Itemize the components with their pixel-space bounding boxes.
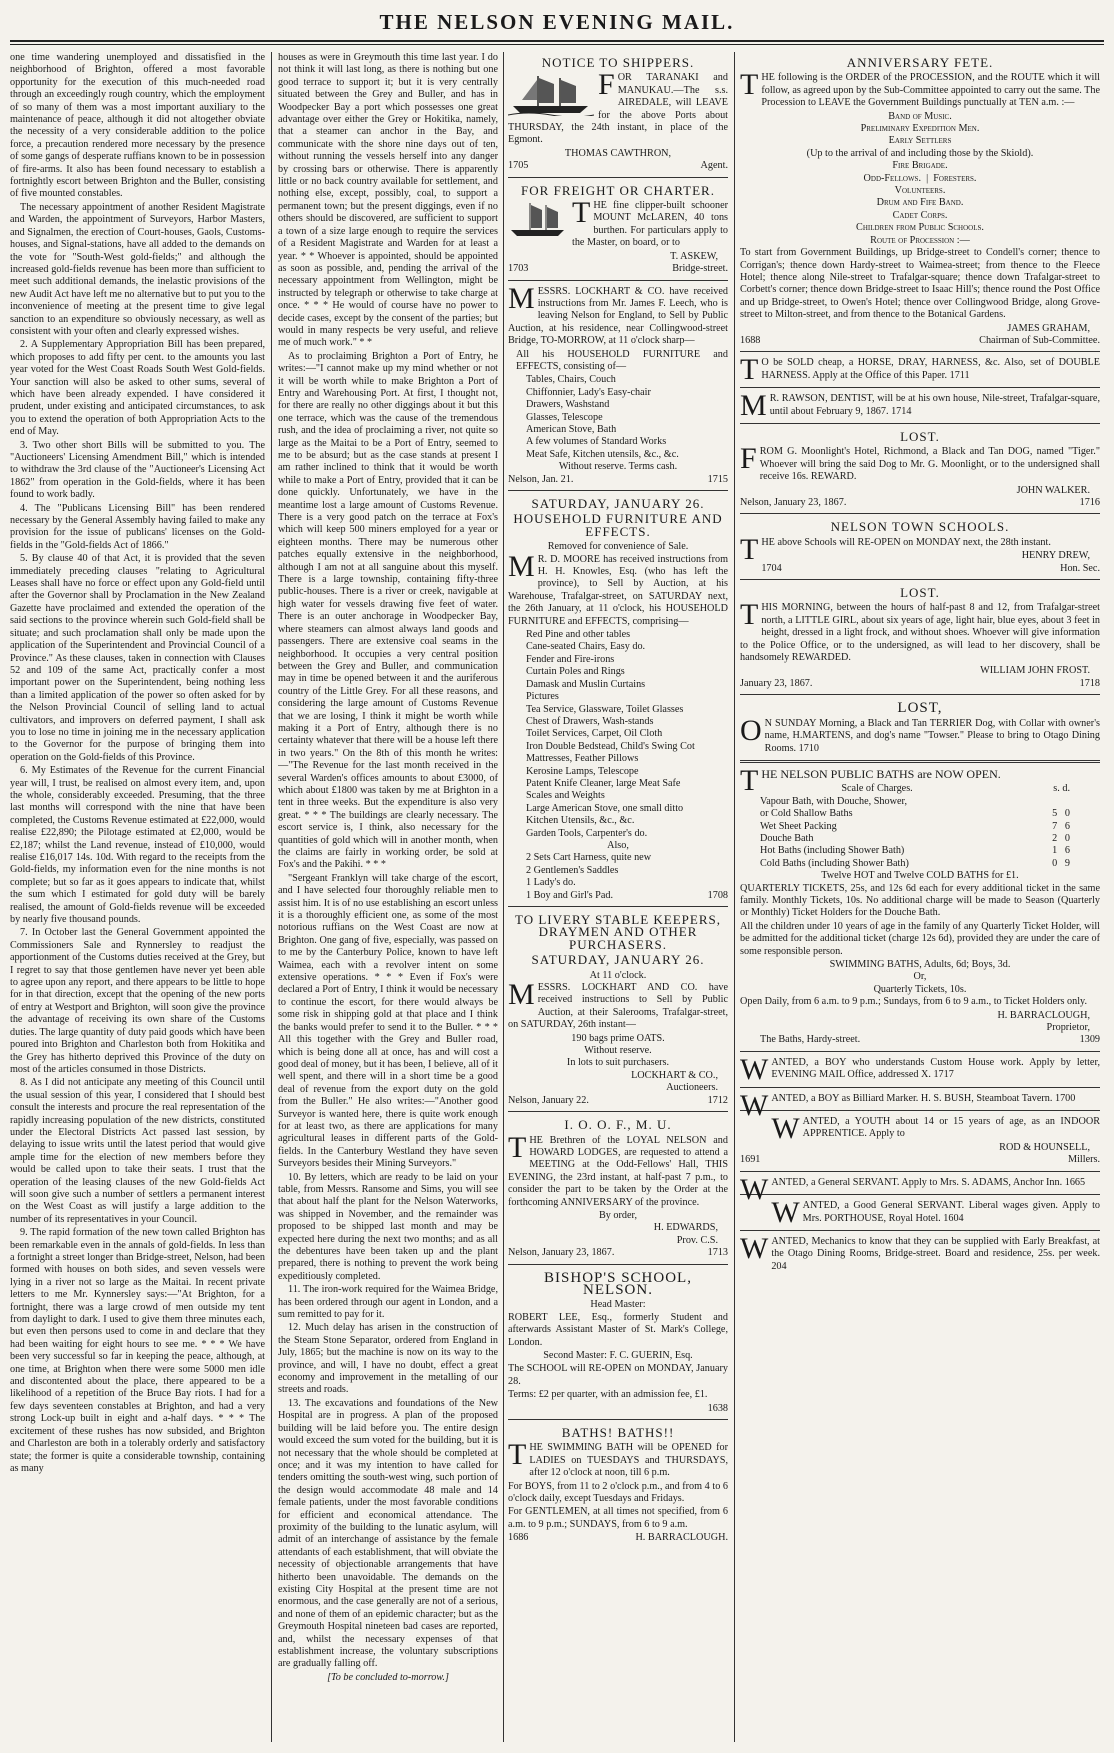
dropcap: T <box>740 353 759 387</box>
ad-number: 1700 <box>1054 1092 1076 1104</box>
procession-item: Drum and Fife Band. <box>876 197 964 209</box>
list-item: 2 Sets Cart Harness, quite new <box>526 852 652 864</box>
ad-body: ANTED, a BOY who understands Custom House work. Apply by letter, EVENING MAIL Office, addressed X. <box>771 1056 1100 1081</box>
masthead: THE NELSON EVENING MAIL. <box>379 10 735 34</box>
dropcap: M <box>508 549 535 583</box>
ad-body: HE following is the ORDER of the PROCESSION, and the ROUTE which it will follow, as agreed upon by the Sub-Committee appointed to carry out the same. The Procession to LEAVE the Government Buildings punctually at TEN a.m. :— <box>761 72 1100 109</box>
dropcap: T <box>572 196 591 230</box>
ad-body: ESSRS. LOCKHART & CO. have received instructions from Mr. James F. Leech, who is leaving Nelson for England, to Sell by Public Auction, at his residence, near Collingwood-street Bridge, TO-MORROW, at 11 o'clock sharp— <box>508 285 728 347</box>
procession-item: Band of Music. <box>888 110 952 122</box>
list-item: Patent Knife Cleaner, large Meat Safe <box>526 777 681 789</box>
ad-date: Nelson, Jan. 21. <box>508 473 574 485</box>
ad-body: R. D. MOORE has received instructions from H. H. Knowles, Esq. (who has left the province), to Sell by Auction, at his Warehouse, Trafalgar-street, on SATURDAY next, the 26th January, at 11 o'clock, his HOUSEHOLD FURNITURE and EFFECTS, comprising— <box>508 553 728 627</box>
list-item: 1 Lady's do. <box>526 877 576 889</box>
ad-body: ROBERT LEE, Esq., formerly Student and afterwards Assistant Master of St. Mark's College, London. <box>508 1311 728 1348</box>
article-paragraph: 7. In October last the General Government appointed the Commissioners Sale and Rynnersley to readjust the apportionment of the Customs duties received at the Grey, but I regret to say that those gentlemen have never yet been able to agree upon any report, and there appears to be little to hope for in that direction, except that the opening of the new ports of entry at Westport and Brighton, will soon give the province the advantage of receiving its own share of the Customs duties. The large quantity of duty paid goods which have been poured into Brighton and Charleston both from Hokitika and the Grey has hitherto deprived this Province of the duty on most of the articles consumed in those Districts. <box>10 927 265 1075</box>
ad-number: 1708 <box>707 889 728 901</box>
ad-lots: In lots to suit purchasers. <box>566 1057 670 1069</box>
dropcap: W <box>740 1088 769 1122</box>
route-heading: Route of Procession :— <box>870 234 970 246</box>
list-item: Red Pine and other tables <box>526 629 631 641</box>
list-item: Kerosine Lamps, Telescope <box>526 765 639 777</box>
dropcap: W <box>740 1052 769 1086</box>
list-item: A few volumes of Standard Works <box>526 436 667 448</box>
ad-role: Bridge-street. <box>672 263 728 275</box>
column-2-article <box>278 52 498 1742</box>
ad-body: ANTED, a YOUTH about 14 or 15 years of age, as an INDOOR APPRENTICE. Apply to <box>802 1116 1100 1140</box>
ad-signature: JAMES GRAHAM, <box>1007 322 1090 334</box>
article-paragraph: "Sergeant Franklyn will take charge of the escort, and I have selected four thoroughly reliable men to assist him. It is of no use establishing an escort unless it is a thoroughly efficient one, as some of the most notorious ruffians on the West Coast are now at Brighton. One gang of five, especially, was passed on to me by the Canterbury Police, known to have left Waimea, each with a revolver intent on some extensive operations. * * * Even if Fox's were declared a Port of Entry, I think it would be necessary to continue the escort, for there would always be some risk in shipping gold at that place and I think the banks would prefer to send it to the Buller. * * * All this together with the Grey and Buller road, which is being done all at once, has and will cost a good deal of money, but it has been, I believe, all of it well spent, and there will in a short time be a good deal of revenue from the export duty on the gold from the Buller." He also writes:—"Another good Surveyor is wanted here, there is quite work enough for at least two, as there are applications for many agricultural leases in different parts of the Gold-fields. In the Canterbury Westland they have seven Surveyors besides their Mining Surveyors." <box>278 872 498 1170</box>
ad-body: ANTED, a General SERVANT. Apply to Mrs. S. ADAMS, Anchor Inn. <box>771 1176 1063 1188</box>
ad-heading: ANNIVERSARY FETE. <box>846 55 994 70</box>
procession-item: Cadet Corps. <box>892 209 948 221</box>
ad-number: 204 <box>771 1260 787 1272</box>
ad-wanted-mechanics <box>740 1233 1100 1278</box>
list-item: Iron Double Bedstead, Child's Swing Cot <box>526 740 695 752</box>
column-divider <box>503 52 504 1742</box>
ad-number: 1715 <box>707 473 728 485</box>
price-s: 7 <box>1052 820 1058 832</box>
ad-heading: BISHOP'S SCHOOL, NELSON. <box>544 1269 692 1298</box>
ad-body: Twelve HOT and Twelve COLD BATHS for £1. <box>821 870 1019 882</box>
ad-moore <box>508 493 728 907</box>
ad-number: 1712 <box>707 1094 728 1106</box>
dropcap: T <box>508 1130 527 1164</box>
ad-date: Nelson, January 23, 1867. <box>508 1247 615 1259</box>
article-paragraph: As to proclaiming Brighton a Port of Entry, he writes:—"I cannot make up my mind whether or not it will be worth while to make Brighton a Port of Entry and Warehousing Port. At first, I thought not, for there are really no other diggings about it but this one terrace, which was the cause of the tremendous rush, and the idea of proclaiming a river, not quite so large as the Maitai to be a Port of Entry, seemed to me to be absurd; but as the case stands at present I am rather inclined to think that it would be worth while to make a Port of Entry, provided that it can be done quickly. Unfortunately, we have in the meantime lost a large amount of Customs Revenue. There is a very good patch on the terrace at Fox's which will keep 500 miners employed for a year or eighteen months. There may be numerous other patches equally extensive in the neighborhood, although I am not at all sanguine about this myself. There is a large township, containing fifty-three public-houses. There is a river or creek, navigable at high water for vessels drawing five feet of water. There is an outer anchorage in Woodpecker Bay, where steamers can almost always land goods and passengers. There are extensive coal seams in the neighborhood. It occupies a very central position between the Grey and Buller, and communication may in time be opened between it and the auriferous country of the Little Grey. For all these reasons, and considering the large amount of Customs Revenue that we are losing, I think it might be worth while making it a Port of Entry, although there is no certainty whatever that there will be a house left there in two years." On the 8th of this month he writes:—"The Revenue for the last month received in the several Warden's offices amounts to about £3000, of which about £1800 was taken by me at Brighton in a tent in three weeks. But the expenditure is also very great. * * * The buildings are clearly necessary. The escort service is, I think, also necessary for the quantities of gold which will in another month, when the claims are fairly in working order, be sold at Fox's and the Pakihi. * * * <box>278 350 498 871</box>
ad-heading: NOTICE TO SHIPPERS. <box>541 55 695 70</box>
list-item: Tables, Chairs, Couch <box>526 374 616 386</box>
ad-signature: H. BARRACLOUGH, <box>997 1009 1090 1021</box>
ad-role: Agent. <box>700 160 728 172</box>
ad-body: ROM G. Moonlight's Hotel, Richmond, a Black and Tan DOG, named "Tiger." Whoever will bring the said Dog to Mr. G. Moonlight, or to the undersigned shall receive 16s. REWARD. <box>759 446 1100 483</box>
ad-terms: Terms: £2 per quarter, with an admission fee, £1. <box>508 1389 708 1401</box>
ad-heading: LOST, <box>897 700 943 717</box>
price-label: Vapour Bath, with Douche, Shower, <box>760 795 908 807</box>
price-s: 5 <box>1052 808 1058 820</box>
ad-date-heading: SATURDAY, JANUARY 26. <box>531 496 705 511</box>
ad-number: 1711 <box>949 369 970 381</box>
price-row <box>760 845 1070 857</box>
ad-role: Hon. Sec. <box>1060 562 1100 574</box>
ad-signature: LOCKHART & CO., <box>631 1069 718 1081</box>
column-3-ads <box>508 52 728 1742</box>
ad-body: Open Daily, from 6 a.m. to 9 p.m.; Sundays, from 6 to 9 a.m., to Ticket Holders only. <box>740 996 1088 1008</box>
ad-body: ANTED, Mechanics to know that they can be supplied with Early Breakfast, at the Otago Dining Rooms, Bridge-street. Board and residence, 25s. per week. <box>771 1235 1100 1260</box>
ad-subhead: Head Master: <box>590 1299 646 1311</box>
procession-note: (Up to the arrival of and including those by the Skiold). <box>806 147 1034 159</box>
list-item: Large American Stove, one small ditto <box>526 802 684 814</box>
procession-item: Preliminary Expedition Men. <box>860 123 980 135</box>
price-d: 0 <box>1064 808 1070 820</box>
ad-role: Auctioneers. <box>666 1082 718 1094</box>
ad-body: Quarterly Tickets, 10s. <box>873 983 967 995</box>
price-s: 0 <box>1052 857 1058 869</box>
ad-number: 1710 <box>798 742 820 754</box>
price-table <box>740 796 1100 870</box>
ad-signature: JOHN WALKER. <box>1016 484 1090 496</box>
ad-wanted-servant <box>740 1172 1100 1206</box>
ad-wanted-boy-custom <box>740 1054 1100 1088</box>
list-item: 2 Gentlemen's Saddles <box>526 864 619 876</box>
price-label: Wet Sheet Packing <box>760 820 837 832</box>
article-paragraph: The necessary appointment of another Resident Magistrate and Warden, the appointment of Surveyors, Harbor Masters, and Signalmen, the erection of Court-houses, Gaols, Customs-houses, and Signal-stations, have all added to the demands on the vote for "South-West gold-fields;" and although the increased gold-fields revenue has been more than sufficient to meet such additional demands, the inelastic provisions of the new Audit Act have left me no alternative but to put you to the inconvenience of meeting at the present time to give legal sanction to an expenditure so obviously necessary, as well as consistent with your often and clearly expressed wishes. <box>10 201 265 337</box>
ad-rawson <box>740 390 1100 424</box>
ship-icon <box>508 72 594 116</box>
ad-heading: NELSON TOWN SCHOOLS. <box>830 519 1010 535</box>
scale-units: s. d. <box>1053 783 1070 795</box>
ad-place: The Baths, Hardy-street. <box>760 1034 861 1046</box>
ad-body: Or, <box>913 971 927 983</box>
dropcap: F <box>740 442 757 476</box>
ad-public-baths <box>740 765 1100 1052</box>
item-list <box>526 374 728 461</box>
ad-number: 1718 <box>1079 677 1100 689</box>
list-item: Glasses, Telescope <box>526 411 603 423</box>
ad-freight <box>508 180 728 281</box>
dropcap: T <box>740 598 759 632</box>
list-item: Toilet Services, Carpet, Oil Cloth <box>526 728 663 740</box>
list-item: 1 Boy and Girl's Pad. <box>526 889 614 901</box>
ad-subhead: All his HOUSEHOLD FURNITURE and EFFECTS, consisting of— <box>516 348 728 372</box>
price-label: Douche Bath <box>760 832 814 844</box>
list-item: Cane-seated Chairs, Easy do. <box>526 641 646 653</box>
article-paragraph: 10. By letters, which are ready to be laid on your table, from Messrs. Ransome and Sims, you will see that about half the plant for the Nelson Waterworks, was shipped in November, and the remainder was proposed to be shipped last month and may be expected here during the next two months; and as all the debentures have been taken up and the plant prepared, there is nothing to prevent the work being expeditiously completed. <box>278 1171 498 1282</box>
article-paragraph: houses as were in Greymouth this time last year. I do not think it will last long, as there is nothing but one good terrace to support it; but it is very centrally situated between the Grey and Buller, and has in Woodpecker Bay a port which possesses one great advantage over either the Grey or Hokitika, namely, that a steamer can anchor in the Bay, and communicate with the shore nine days out of ten, without running the vessels herself into any danger by crossing bars or otherwise. There is apparently little or no back country available for settlement, and nothing else, except, possibly, coal, to support a permanent town; but the present diggings, even if no others should be discovered, are sufficient to support a town of a size large enough to require the services of a Resident Magistrate and Warden for at least a year. * * Whoever is appointed, should be appointed as soon as possible, and, pending the arrival of the necessary appointment from Wellington, might be instructed by telegraph or otherwise to take charge at once. * * * He would of course have no power to decide cases, except by the consent of the parties; but would in many respects be very useful, and relieve me of much work." * * <box>278 52 498 349</box>
continued-note: [To be concluded to-morrow.] <box>327 1671 449 1683</box>
ad-body: O be SOLD cheap, a HORSE, DRAY, HARNESS, &c. Also, set of DOUBLE HARNESS. Apply at the Office of this Paper. <box>761 357 1100 381</box>
schooner-icon <box>508 200 568 240</box>
article-paragraph: 6. My Estimates of the Revenue for the current Financial year will, I trust, be realised on almost every item, and, upon the whole, considerably exceeded. Presuming, that the three last months will correspond with the nine that have been completed, the Customs Revenue estimated at £22,000, would realise £22,890; the Pilotage estimated at £2,000, would be £2,187; whilst the Land revenue, instead of £10,000, would realise £16,017 14s. 10d. With regard to the receipts from the Gold-fields, my information even for the nine months is not complete; but so far as it goes appears to indicate that, whilst the sum which I estimated for gold duty will be barely realised, the amount of Gold-fields revenue will be exceeded by nearly five thousand pounds. <box>10 765 265 926</box>
ad-body: HE Brethren of the LOYAL NELSON and HOWARD LODGES, are requested to attend a MEETING at the Odd-Fellows' Hall, THIS EVENING, the 23rd instant, at half-past 7 p.m., to consider the part to be taken by the Order at the forthcoming ANNIVERSARY of the province. <box>508 1134 728 1208</box>
ad-heading: FOR FREIGHT OR CHARTER. <box>521 182 715 198</box>
ad-body: The SCHOOL will RE-OPEN on MONDAY, January 28. <box>508 1363 728 1387</box>
list-item: Drawers, Washstand <box>526 399 610 411</box>
price-d: 6 <box>1064 845 1070 857</box>
ad-item: 190 bags prime OATS. <box>571 1032 665 1044</box>
price-label: Cold Baths (including Shower Bath) <box>760 857 909 869</box>
ad-terms: Without reserve. <box>584 1045 652 1057</box>
article-paragraph: 2. A Supplementary Appropriation Bill has been prepared, which proposes to add fifty per cent. to the amounts you last year voted for the West Coast Roads South West Gold-fields. Your sanction will also be asked to other sums, several of which have been already expended. I have considered it prudent, under existing and anticipated circumstances, to ask you to extend the operation of both Appropriation Acts to the end of May. <box>10 339 265 438</box>
dropcap: M <box>740 389 767 423</box>
ad-body: N SUNDAY Morning, a Black and Tan TERRIER Dog, with Collar with owner's name, H.MARTENS, and dog's name "Towser." Please to bring to Otago Dining Rooms. <box>764 717 1100 754</box>
ad-by-order: By order, <box>598 1209 638 1221</box>
ad-terms: Without reserve. Terms cash. <box>558 461 678 473</box>
ad-date: Nelson, January 23, 1867. <box>740 497 847 508</box>
ad-number: 1665 <box>1064 1176 1086 1188</box>
list-item: Fender and Fire-irons <box>526 653 615 665</box>
price-d: 9 <box>1064 857 1070 869</box>
ad-heading: TO LIVERY STABLE KEEPERS, DRAYMEN AND OTHER PURCHASERS. <box>515 912 721 952</box>
article-paragraph: 4. The "Publicans Licensing Bill" has been rendered necessary by the General Assembly having failed to make any provision for the issue of publicans' licenses on the Gold-fields in the "Gold-fields Act of 1866." <box>10 502 265 551</box>
list-item: Pictures <box>526 691 559 703</box>
dropcap: M <box>508 281 535 315</box>
article-paragraph: 5. By clause 40 of that Act, it is provided that the seven immediately preceding clauses "relating to Agricultural Leases shall have no force or effect upon any Gold-field until after the Governor shall by Proclamation in the New Zealand Gazette have proclaimed and extended the operation of the said sections to the province wherein such Gold-field shall be situate; and such proclamation shall only be made upon the application of the Superintendent and Provincial Council of a Province." As these clauses, taken in connection with Clauses 52 and 109 of the same Act, practically confer a most important power on the Superintendent, being nothing less than a limited application of the power so often asked for by the Nelson Provincial Council of selling land to actual cultivators, and improvers on deferred payment, I shall ask you to lose no time in joining me in the necessary application to the Governor for the purpose of bringing them into operation on the Gold-fields of this Province. <box>10 553 265 763</box>
ad-body: R. RAWSON, DENTIST, will be at his own house, Nile-street, Trafalgar-square, until about February 9, 1867. <box>769 393 1100 417</box>
ad-lost-terrier <box>740 697 1100 763</box>
route-body: To start from Government Buildings, up Bridge-street to Condell's corner; thence to Corrigan's; thence down Hardy-street to Waimea-street; from thence to the Fleece Hotel; thence along Nile-street to Trafalgar-square; thence down Trafalgar-street to Corbett's corner; thence down Bridge-street to Isaac Hill's; thence round the Post Office and up Bridge-street, to Owen's Hotel; thence over Collingwood Bridge, along Grove-street to Milton-street, and from thence to the Botanical Gardens. <box>740 247 1100 321</box>
price-s: 1 <box>1052 845 1058 857</box>
ad-role: Prov. C.S. <box>676 1234 718 1246</box>
ad-heading: LOST. <box>900 585 940 601</box>
ad-number: 1716 <box>1079 497 1100 508</box>
column-1-article <box>10 52 265 1742</box>
ad-body: HIS MORNING, between the hours of half-past 8 and 12, from Trafalgar-street north, a LITTLE GIRL, about six years of age, light hair, blue eyes, about 3 feet in height, dressed in a light frock, and without shoes. Whoever will give information to the Police Office, or to the undersigned, as will lead to her discovery, shall be handsomely REWARDED. <box>740 602 1100 664</box>
list-item: Curtain Poles and Rings <box>526 666 625 678</box>
dropcap: T <box>740 68 759 102</box>
article-paragraph: 8. As I did not anticipate any meeting of this Council until the usual session of this year, I considered that I should best consult the interests and procure the real representation of the rapidly increasing population of the new districts, constituted under the Electoral Districts Act passed last session, by delaying to issue writs until the latest period that would give ample time for the election of new members before they would be called upon to take their seats. I trust that the operation of the leasing clauses of the new Gold-fields Act will soon give such a number of settlers a permanent interest on the West Coast as will justify a large addition to the number of its representatives in your Council. <box>10 1077 265 1225</box>
ad-number: 1691 <box>740 1154 761 1166</box>
dropcap: W <box>740 1231 769 1265</box>
price-row <box>760 858 1070 870</box>
ad-livery <box>508 909 728 1112</box>
article-paragraph: 3. Two other short Bills will be submitted to you. The "Auctioneers' Licensing Amendment Bill," which is intended to withdraw the 3rd clause of the "Auctioneer's Licensing Act 1862" from operation in the Gold-fields, where it has been found to work badly. <box>10 439 265 501</box>
ad-signature: ROD & HOUNSELL, <box>999 1141 1090 1153</box>
ad-signature: WILLIAM JOHN FROST. <box>980 665 1090 677</box>
procession-item: Odd-Fellows. <box>863 172 921 184</box>
procession-pair: Odd-Fellows. | Foresters. <box>863 172 977 184</box>
ad-date-heading: SATURDAY, JANUARY 26. <box>531 952 705 968</box>
procession-item: Fire Brigade. <box>892 160 948 172</box>
ad-number: 1604 <box>943 1212 964 1224</box>
list-item: Damask and Muslin Curtains <box>526 678 646 690</box>
list-item: Kitchen Utensils, &c., &c. <box>526 815 635 827</box>
ad-baths <box>508 1422 728 1549</box>
price-label: Hot Baths (including Shower Bath) <box>760 845 905 857</box>
ad-number: 1713 <box>707 1247 728 1259</box>
ad-body: OR TARANAKI and MANUKAU.—The s.s. AIREDALE, will LEAVE for the above Ports about THURSDAY, the 24th instant, in place of the Egmont. <box>508 72 728 146</box>
dropcap: T <box>740 532 759 566</box>
ad-role: Chairman of Sub-Committee. <box>979 334 1100 346</box>
ad-signature: H. EDWARDS, <box>653 1222 718 1234</box>
list-item: Chiffonnier, Lady's Easy-chair <box>526 386 651 398</box>
ad-role: Proprietor, <box>1046 1022 1090 1034</box>
dropcap: T <box>508 1438 527 1472</box>
dropcap: W <box>771 1112 800 1146</box>
ad-heading: I. O. O. F., M. U. <box>564 1117 672 1133</box>
ad-body: HE SWIMMING BATH will be OPENED for LADIES on TUESDAYS and THURSDAYS, after 12 o'clock at noon, till 6 p.m. <box>529 1442 728 1479</box>
ad-body: For BOYS, from 11 to 2 o'clock p.m., and from 4 to 6 o'clock daily, except Tuesdays and Fridays. <box>508 1480 728 1505</box>
dropcap: T <box>740 763 759 797</box>
ad-signature: T. ASKEW, <box>670 250 718 262</box>
column-divider <box>734 52 735 1742</box>
list-item: Chest of Drawers, Wash-stands <box>526 715 654 727</box>
procession-item: Volunteers. <box>894 185 946 197</box>
dropcap: O <box>740 713 762 747</box>
ad-wanted-youth <box>740 1113 1100 1172</box>
price-s: 2 <box>1052 832 1058 844</box>
article-paragraph: 9. The rapid formation of the new town called Brighton has been remarkable even in the annals of gold-fields. In less than a fortnight a street longer than Bridge-street, Nelson, had been formed with houses on both sides, and seven vessels were lying in a river not so large as the Maitai. In recent private letters to me Mr. Kynnersley says:—"At Brighton, for a fortnight, there was a large crowd of men outside my tent from daylight to dark. I used to give them three minutes each, but even then persons used to come in and declare that they had been waiting for eight hours to see me. * * * We have been very successful so far in keeping the peace, although, at one time, at Brighton when there were some 5000 men idle and discontented about the place, there appeared to be a likelihood of a repetition of the Bruce Bay riots. I had for a few days seventeen constables at Brighton, and had a very strong Lock-up built in eight and a-half days. * * * The excitement of these rushes has now subsided, and Brighton and Charleston are both in a tolerably orderly and satisfactory state; the former is quite a considerable township, containing as many <box>10 1227 265 1474</box>
ad-number: 1705 <box>508 160 529 172</box>
price-row <box>760 796 1070 808</box>
list-item: Tea Service, Glassware, Toilet Glasses <box>526 703 684 715</box>
ad-signature: THOMAS CAWTHRON, <box>564 147 672 159</box>
ad-heading: HOUSEHOLD FURNITURE AND EFFECTS. <box>513 511 723 539</box>
ad-anniversary-fete <box>740 52 1100 352</box>
price-row <box>760 808 1070 820</box>
ad-signature: HENRY DREW, <box>1021 550 1090 562</box>
ad-number: 1717 <box>933 1069 954 1081</box>
article-paragraph: 13. The excavations and foundations of the New Hospital are in progress. A plan of the proposed building will be laid before you. The entire design would exceed the sum voted for the building, but it is not necessary that the whole should be completed at once; and it was my intention to have called for tenders omitting the south-west wing, such portion of the design would accommodate 48 male and 14 female patients, under the most favorable conditions for efficient and economical attendance. The proximity of the building to the lunatic asylum, will admit of an interchange of assistance by the female attendants of each establishment, that will obviate the necessity of objectionable arrangements that have hitherto been unavoidable. The demands on the existing City Hospital at the present time are not enormous, and the case generally are not of a serious, and none of them of an epidemic character; but as the Greymouth Hospital nineteen bad cases are reported, and, whilst the necessary expenses of that establishment increase, the voluntary subscriptions are gradually falling off. <box>278 1397 498 1670</box>
ad-signature: H. BARRACLOUGH. <box>635 1532 728 1544</box>
ad-role: Millers. <box>1068 1154 1100 1166</box>
ad-number: 1309 <box>1079 1034 1100 1046</box>
article-paragraph: one time wandering unemployed and dissatisfied in the neighborhood of Brighton, offered a most favorable opportunity for the execution of this much-needed road through an exceedingly rough country, which the employment of so many of them was a most important auxiliary to the maintenance of peace, although it did not altogether obviate the necessity of a very considerable addition to the police force, a precaution rendered more necessary by the presence of some gangs of desperate ruffians known to be in possession of fire-arms. It also has been found necessary to establish a fortnightly escort between Brighton and the Buller, consisting of five mounted constables. <box>10 52 265 200</box>
ad-number: 1714 <box>891 405 912 417</box>
ad-lockhart-furniture <box>508 283 728 492</box>
dropcap: W <box>771 1196 800 1230</box>
ad-ioof <box>508 1114 728 1264</box>
item-list <box>526 629 728 840</box>
ad-subhead: Removed for convenience of Sale. <box>547 541 689 553</box>
ad-heading: HE NELSON PUBLIC BATHS are NOW OPEN. <box>761 766 1001 781</box>
ad-wanted-good-servant <box>740 1197 1100 1231</box>
procession-item: Foresters. <box>933 172 977 184</box>
ad-body: QUARTERLY TICKETS, 25s, and 12s 6d each for every additional ticket in the same family. Monthly Tickets, 10s. No additional charge will be made to Season (Quarterly or Monthly) Ticket Holders for the Douche Bath. <box>740 882 1100 919</box>
ad-horse <box>740 354 1100 388</box>
ad-heading: BATHS! BATHS!! <box>561 1425 675 1441</box>
ad-body: All the children under 10 years of age in the family of any Quarterly Ticket Holder, will be admitted for the additional ticket (charge 12s 6d), provided they are under the care of some responsible person. <box>740 920 1100 957</box>
price-d: 6 <box>1064 820 1070 832</box>
price-row <box>760 833 1070 845</box>
procession-item: Children from Public Schools. <box>856 222 984 234</box>
ad-wanted-billiard <box>740 1088 1100 1122</box>
column-4-ads <box>740 52 1100 1742</box>
ad-body: SWIMMING BATHS, Adults, 6d; Boys, 3d. <box>829 959 1011 970</box>
dropcap: M <box>508 978 535 1012</box>
ad-date: Nelson, January 22. <box>508 1094 589 1106</box>
ad-date: January 23, 1867. <box>740 677 813 689</box>
ad-time: At 11 o'clock. <box>589 969 647 981</box>
price-d: 0 <box>1064 832 1070 844</box>
article-paragraph: 12. Much delay has arisen in the construction of the Steam Stone Separator, ordered from England in July, 1865; but the machine is now on its way to the province, and will, I have no doubt, effect a great economy and improvement in the metalling of our streets and roads. <box>278 1322 498 1396</box>
ad-lost-girl <box>740 582 1100 695</box>
ad-number: 1703 <box>508 263 529 275</box>
list-item: Meat Safe, Kitchen utensils, &c., &c. <box>526 448 679 460</box>
price-label: or Cold Shallow Baths <box>760 808 853 820</box>
ad-shippers <box>508 52 728 178</box>
ad-town-schools <box>740 516 1100 580</box>
ad-bishops-school <box>508 1267 728 1420</box>
ad-number: 1688 <box>740 334 761 346</box>
ad-body: ESSRS. LOCKHART AND CO. have received instructions to Sell by Public Auction, at their Salerooms, Trafalgar-street, on SATURDAY, 26th instant— <box>508 982 728 1031</box>
ad-body: HE fine clipper-built schooner MOUNT McLAREN, 40 tons burthen. For particulars apply to the Master, on board, or to <box>572 200 728 249</box>
masthead-rule <box>10 40 1104 42</box>
item-list <box>526 852 728 902</box>
ad-body: For GENTLEMEN, at all times not specified, from 6 a.m. to 9 p.m.; SUNDAYS, from 6 to 9 a.m. <box>508 1506 728 1530</box>
ad-body: HE above Schools will RE-OPEN on MONDAY next, the 28th instant. <box>761 536 1051 548</box>
ad-lost-dog <box>740 426 1100 514</box>
ad-also: Also, <box>607 839 629 851</box>
list-item: American Stove, Bath <box>526 423 617 435</box>
masthead-rule-thin <box>10 44 1104 45</box>
ad-number: 1686 <box>508 1532 529 1544</box>
list-item: Mattresses, Feather Pillows <box>526 753 639 765</box>
procession-item: Early Settlers <box>888 135 952 147</box>
dropcap: W <box>740 1172 769 1206</box>
ad-number: 1704 <box>761 562 782 574</box>
column-divider <box>271 52 272 1742</box>
ad-body: ANTED, a BOY as Billiard Marker. H. S. BUSH, Steamboat Tavern. <box>771 1092 1053 1104</box>
ad-heading: LOST. <box>900 428 940 444</box>
list-item: Scales and Weights <box>526 790 605 802</box>
dropcap: F <box>598 68 615 102</box>
article-paragraph: 11. The iron-work required for the Waimea Bridge, has been ordered through our agent in London, and a sum remitted to pay for it. <box>278 1284 498 1321</box>
price-row <box>760 821 1070 833</box>
ad-body: Second Master: F. C. GUERIN, Esq. <box>543 1350 693 1361</box>
scale-heading: Scale of Charges. <box>841 783 913 795</box>
ad-body: ANTED, a Good General SERVANT. Liberal wages given. Apply to Mrs. PORTHOUSE, Royal Hotel. <box>802 1200 1100 1224</box>
ad-number: 1638 <box>707 1402 728 1414</box>
list-item: Garden Tools, Carpenter's do. <box>526 827 648 839</box>
